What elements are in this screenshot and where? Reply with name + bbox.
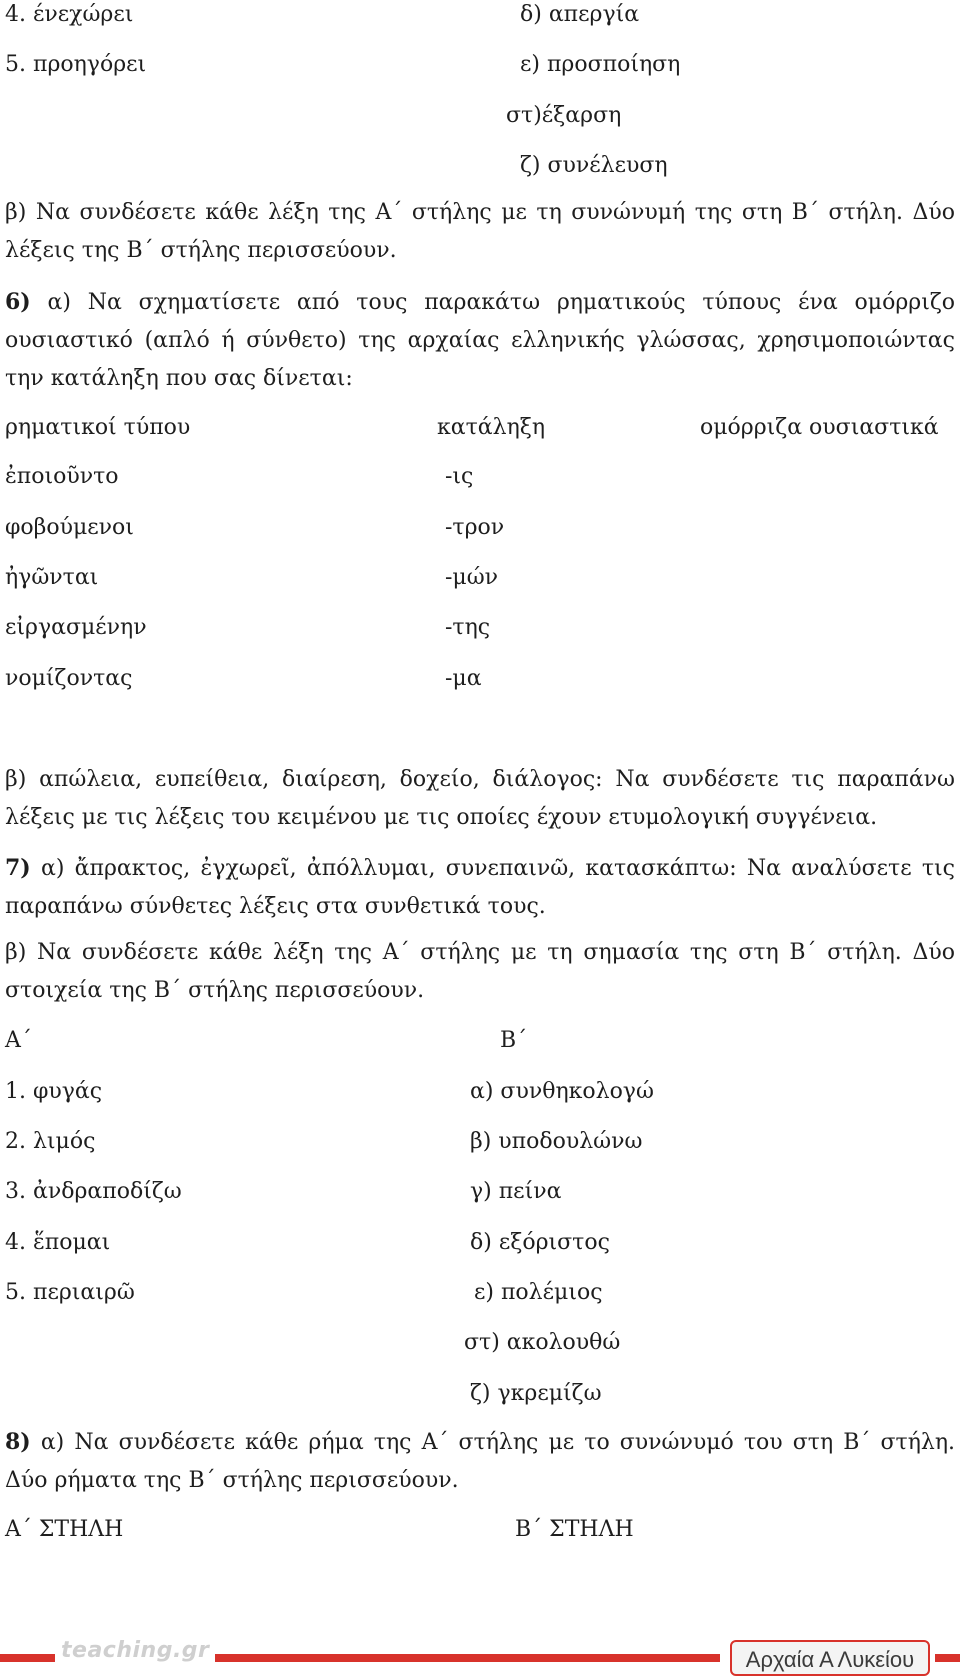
- question-8a-text: α) Να συνδέσετε κάθε ρήμα της Α΄ στήλης με το συνώνυμό του στη Β΄ στήλη. Δύο ρήματα της Β΄ στήλης περισσεύουν.: [5, 1430, 955, 1493]
- course-label: Αρχαία Α Λυκείου: [730, 1640, 930, 1676]
- question-6a-text: α) Να σχηματίσετε από τους παρακάτω ρηματικούς τύπους ένα ομόρριζο ουσιαστικό (απλό ή σύνθετο) της αρχαίας ελληνικής γλώσσας, χρησιμοποιώντας την κατάληξη που σας δίνεται:: [5, 290, 955, 391]
- column-a-item: 3. ἀνδραποδίζω: [5, 1179, 182, 1204]
- column-b-item: στ) ακολουθώ: [464, 1330, 621, 1355]
- column-b-item: ζ) γκρεμίζω: [470, 1381, 602, 1406]
- column-a-item: 5. περιαιρῶ: [5, 1280, 135, 1305]
- verb-form: ἐποιοῦντο: [5, 464, 119, 489]
- column-a-item: 4. ἕπομαι: [5, 1230, 111, 1255]
- list-item: ε) προσποίηση: [520, 52, 681, 77]
- ending: -τρον: [445, 515, 505, 540]
- column-b-item: ε) πολέμιος: [474, 1280, 603, 1305]
- column-b-item: β) υποδουλώνω: [470, 1129, 643, 1154]
- question-number: 7): [5, 855, 31, 881]
- list-item: ζ) συνέλευση: [520, 153, 668, 178]
- question-7a-text: α) ἄπρακτος, ἐγχωρεῖ, ἀπόλλυμαι, συνεπαινῶ, κατασκάπτω: Να αναλύσετε τις παραπάνω σύνθετες λέξεις στα συνθετικά τους.: [5, 856, 955, 919]
- question-number: 6): [5, 289, 31, 315]
- column-b-item: γ) πείνα: [470, 1179, 562, 1204]
- column-header-nouns: ομόρριζα ουσιαστικά: [700, 415, 939, 440]
- ending: -της: [445, 615, 491, 640]
- column-a-item: 1. φυγάς: [5, 1079, 103, 1104]
- question-7a: [5, 849, 955, 926]
- verb-form: φοβούμενοι: [5, 515, 134, 540]
- list-item: δ) απεργία: [520, 2, 640, 27]
- column-a-header: Α΄: [5, 1028, 32, 1053]
- ending: -μών: [445, 565, 499, 590]
- verb-form: νομίζοντας: [5, 666, 133, 691]
- column-b-item: δ) εξόριστος: [470, 1230, 610, 1255]
- column-b-header: Β΄ ΣΤΗΛΗ: [515, 1517, 634, 1542]
- question-6a: [5, 283, 955, 398]
- verb-form: ἠγῶνται: [5, 565, 99, 590]
- question-5b-text: β) Να συνδέσετε κάθε λέξη της Α΄ στήλης με τη συνώνυμή της στη Β΄ στήλη. Δύο λέξεις της Β΄ στήλης περισσεύουν.: [5, 200, 955, 263]
- column-a-item: 2. λιμός: [5, 1129, 96, 1154]
- column-b-item: α) συνθηκολογώ: [470, 1079, 654, 1104]
- footer-divider: [935, 1654, 960, 1662]
- question-8a: [5, 1423, 955, 1500]
- list-item: 5. προηγόρει: [5, 52, 147, 77]
- column-header-verb-forms: ρηματικοί τύπου: [5, 415, 191, 440]
- page-footer: [0, 1620, 960, 1676]
- question-6b-text: β) απώλεια, ευπείθεια, διαίρεση, δοχείο, διάλογος: Να συνδέσετε τις παραπάνω λέξεις με τις λέξεις του κειμένου με τις οποίες έχουν ετυμολογική συγγένεια.: [5, 767, 955, 830]
- verb-form: εἰργασμένην: [5, 615, 147, 640]
- ending: -ις: [445, 464, 474, 489]
- ending: -μα: [445, 666, 482, 691]
- question-number: 8): [5, 1429, 31, 1455]
- column-a-header: Α΄ ΣΤΗΛΗ: [5, 1517, 124, 1542]
- column-b-header: Β΄: [500, 1028, 528, 1053]
- site-logo: teaching.gr: [55, 1638, 215, 1663]
- list-item: 4. ένεχώρει: [5, 2, 134, 27]
- question-7b-text: β) Να συνδέσετε κάθε λέξη της Α΄ στήλης με τη σημασία της στη Β΄ στήλη. Δύο στοιχεία της Β΄ στήλης περισσεύουν.: [5, 940, 955, 1003]
- list-item: στ)έξαρση: [506, 103, 622, 128]
- column-header-ending: κατάληξη: [437, 415, 546, 440]
